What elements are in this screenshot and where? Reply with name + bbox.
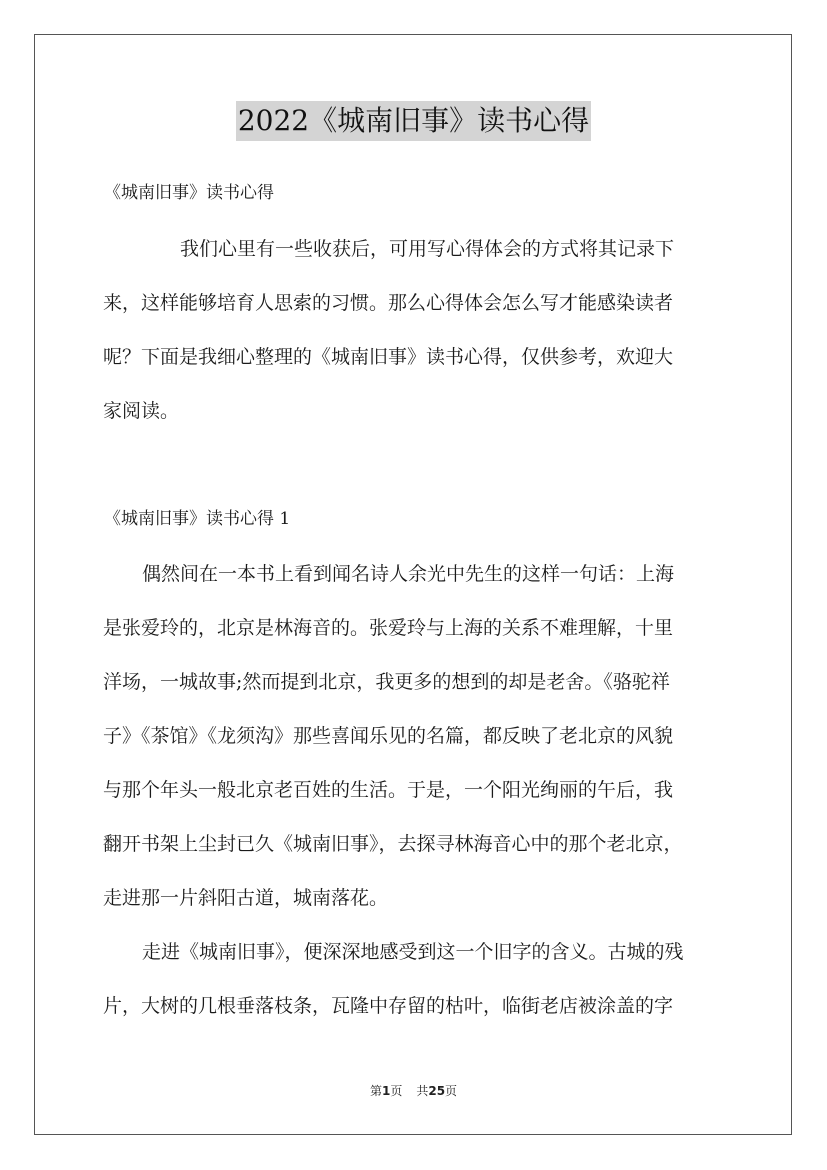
paragraph-line: 走进《城南旧事》，便深深地感受到这一个旧字的含义。古城的残 [142, 941, 684, 963]
document-title: 2022《城南旧事》读书心得 [236, 101, 591, 141]
paragraph-line: 翻开书架上尘封已久《城南旧事》，去探寻林海音心中的那个老北京， [103, 833, 683, 855]
intro-line: 来，这样能够培育人思索的习惯。那么心得体会怎么写才能感染读者 [103, 292, 674, 314]
page-prefix: 第 [369, 1084, 382, 1098]
paragraph-line: 与那个年头一般北京老百姓的生活。于是，一个阳光绚丽的午后，我 [103, 779, 674, 801]
title-container [0, 101, 827, 141]
section-heading: 《城南旧事》读书心得 1 [104, 509, 291, 529]
page-unit: 页 [390, 1084, 403, 1098]
page-total: 25 [428, 1084, 446, 1098]
paragraph-line: 是张爱玲的，北京是林海音的。张爱玲与上海的关系不难理解，十里 [103, 617, 674, 639]
paragraph-line: 片，大树的几根垂落枝条，瓦隆中存留的枯叶，临街老店被涂盖的字 [103, 995, 674, 1017]
paragraph-line: 走进那一片斜阳古道，城南落花。 [103, 887, 389, 909]
intro-line: 家阅读。 [103, 400, 180, 422]
paragraph-line: 偶然间在一本书上看到闻名诗人余光中先生的这样一句话：上海 [142, 563, 675, 585]
total-prefix: 共 [416, 1084, 429, 1098]
document-subtitle: 《城南旧事》读书心得 [104, 183, 274, 203]
paragraph-line: 洋场，一城故事;然而提到北京，我更多的想到的却是老舍。《骆驼祥 [103, 671, 670, 693]
total-unit: 页 [445, 1084, 458, 1098]
intro-line: 我们心里有一些收获后，可用写心得体会的方式将其记录下 [180, 238, 675, 260]
paragraph-line: 子》《茶馆》《龙须沟》那些喜闻乐见的名篇，都反映了老北京的风貌 [103, 725, 674, 747]
page-current: 1 [381, 1084, 391, 1098]
page-footer [0, 1082, 827, 1100]
intro-line: 呢？下面是我细心整理的《城南旧事》读书心得，仅供参考，欢迎大 [103, 346, 674, 368]
